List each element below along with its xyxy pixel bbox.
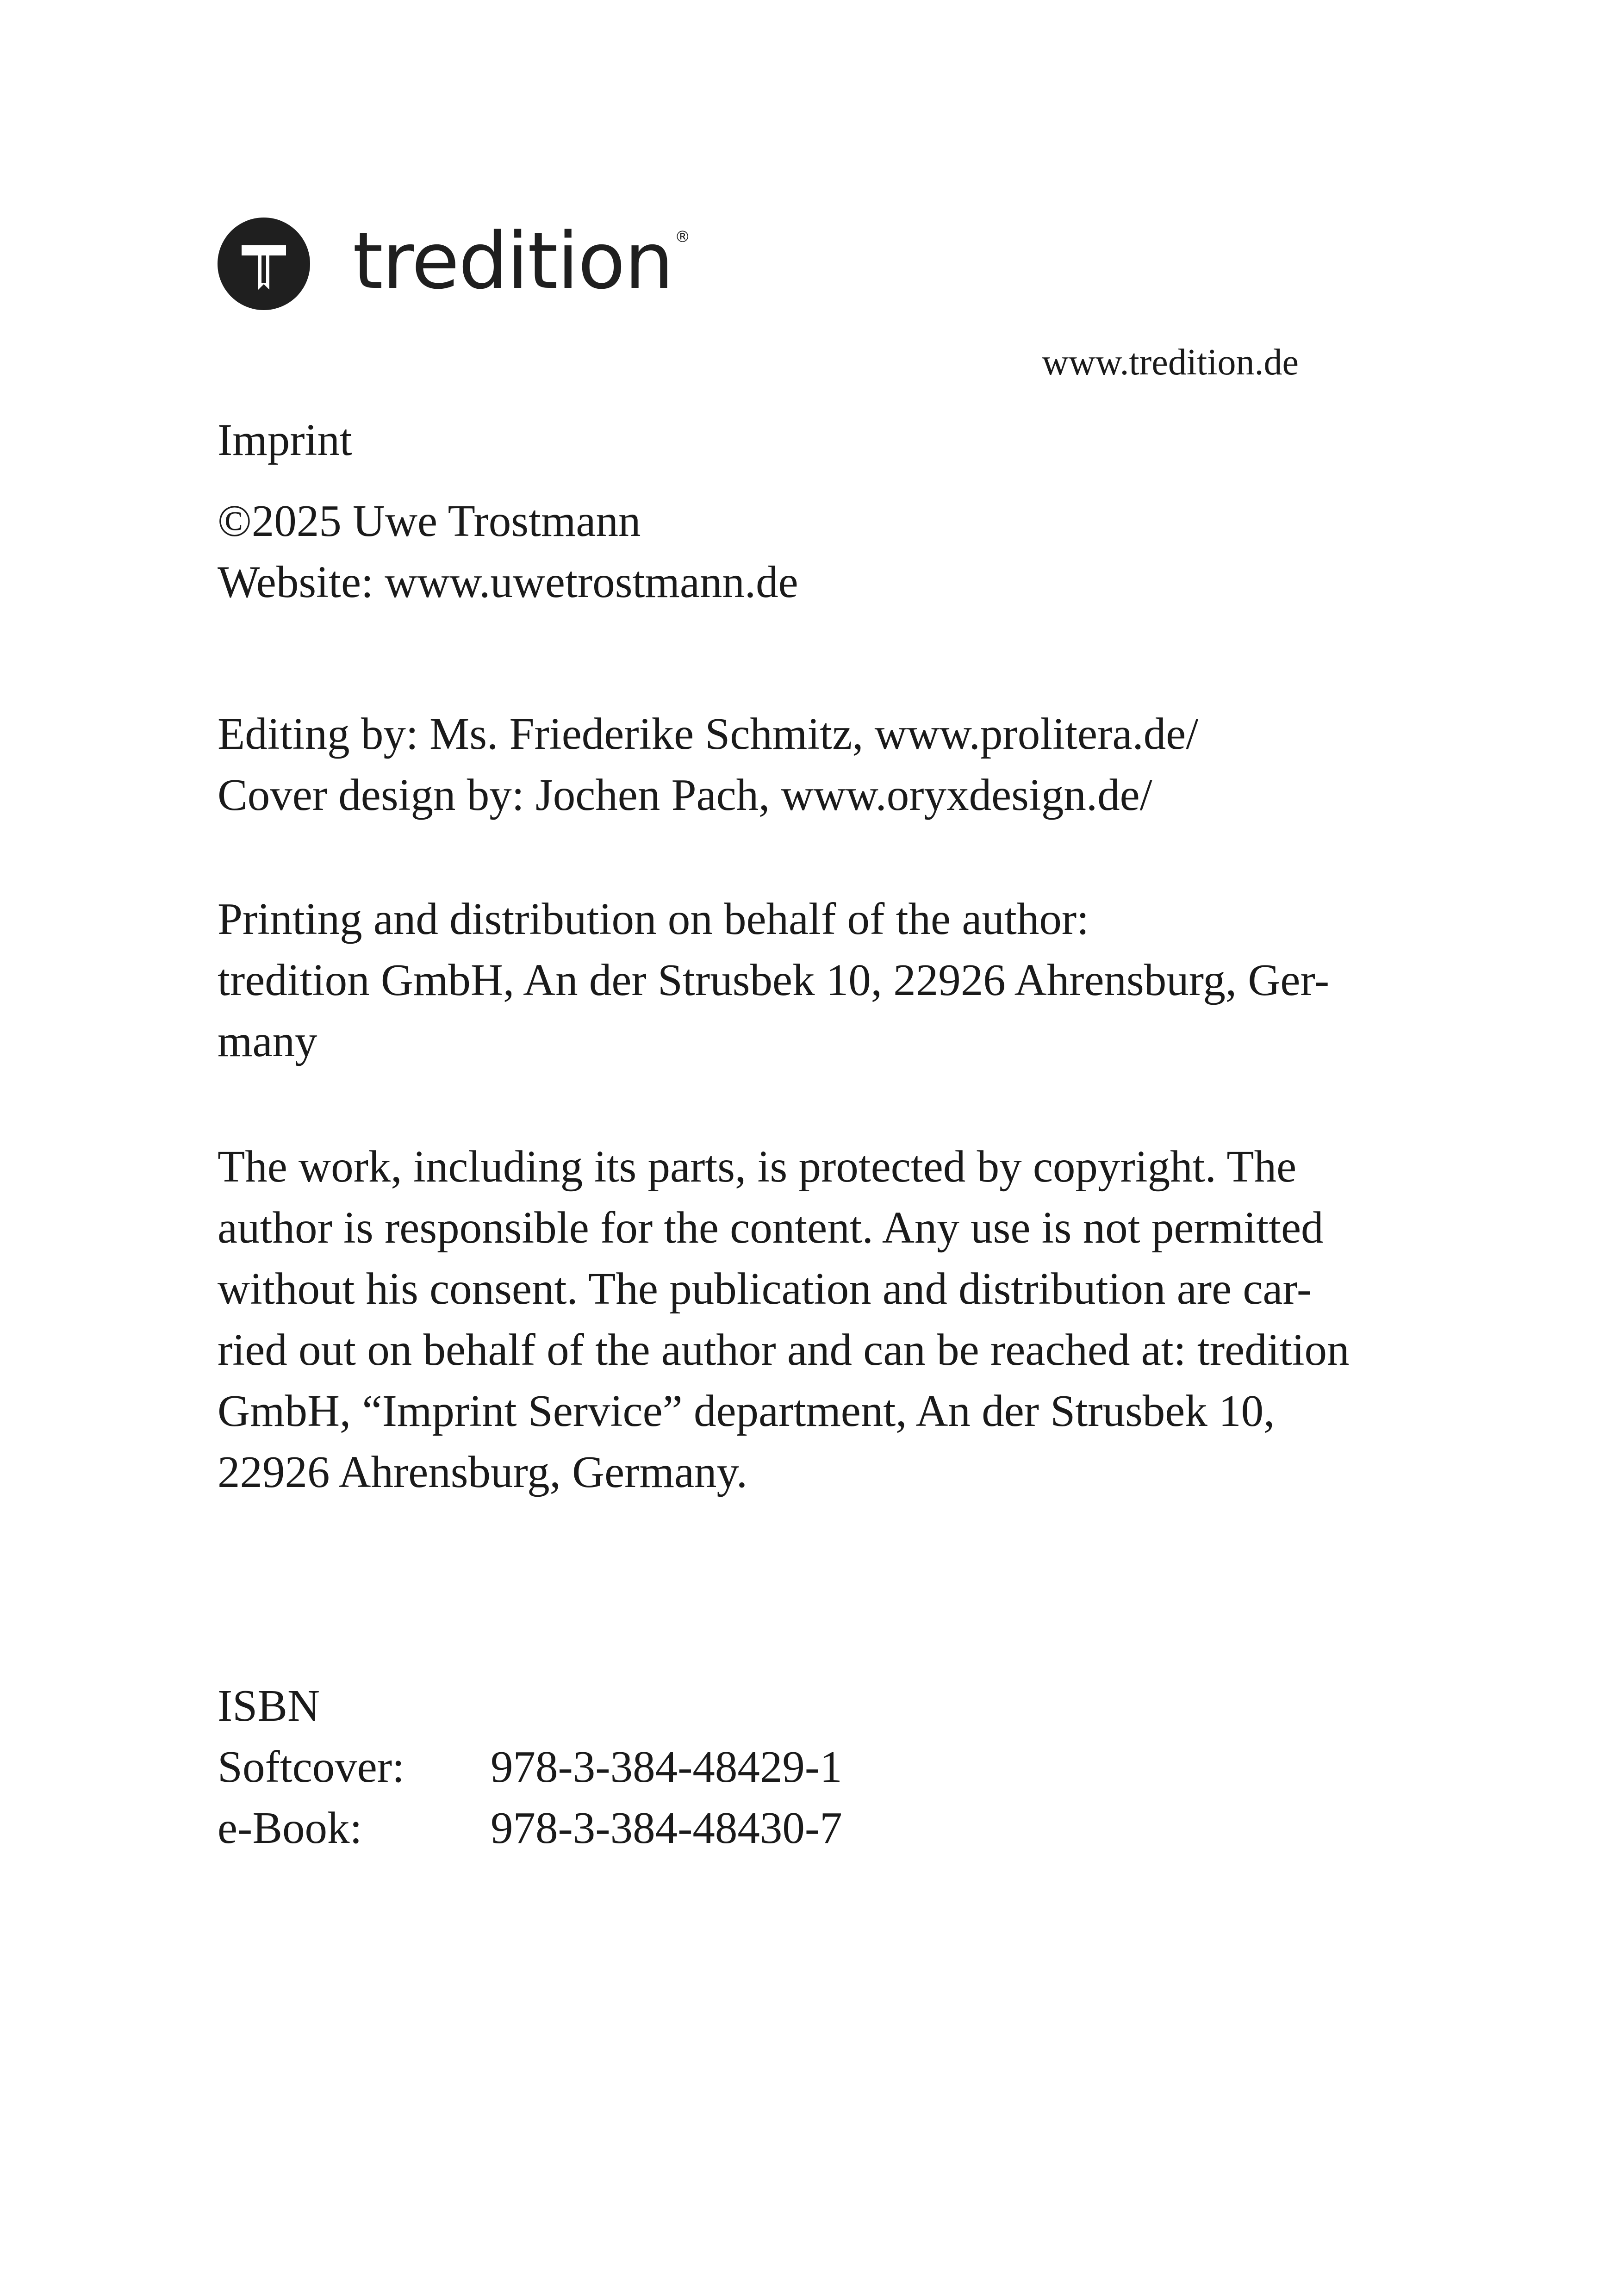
copyright-block [218,491,798,613]
credits-block [218,703,1198,826]
printing-line: Printing and distribution on behalf of the author: [218,894,1089,944]
legal-line: 22926 Ahrensburg, Germany. [218,1447,747,1497]
legal-line: without his consent. The publication and distribution are car- [218,1264,1312,1313]
isbn-softcover-row [218,1736,842,1798]
tredition-logo-mark-icon [218,218,310,310]
printing-line: many [218,1016,317,1066]
softcover-isbn: 978-3-384-48429-1 [491,1742,842,1792]
ebook-label: e-Book: [218,1803,362,1853]
softcover-label: Softcover: [218,1742,405,1792]
publisher-website: www.tredition.de [1042,342,1299,383]
isbn-heading: ISBN [218,1681,320,1730]
ebook-isbn: 978-3-384-48430-7 [491,1803,842,1853]
legal-notice [218,1136,1350,1503]
imprint-title: Imprint [218,415,352,465]
logo-wordmark: tredition [353,216,673,306]
legal-line: GmbH, “Imprint Service” department, An der Strusbek 10, [218,1386,1275,1436]
publisher-logo [218,218,691,310]
isbn-ebook-row [218,1798,842,1859]
printing-line: tredition GmbH, An der Strusbek 10, 22926 Ahrensburg, Ger- [218,955,1330,1005]
editing-credit: Editing by: Ms. Friederike Schmitz, www.prolitera.de/ [218,709,1199,759]
legal-line: ried out on behalf of the author and can be reached at: tredition [218,1325,1350,1375]
cover-design-credit: Cover design by: Jochen Pach, www.oryxdesign.de/ [218,770,1152,820]
copyright-line: ©2025 Uwe Trostmann [218,496,641,546]
registered-mark: ® [674,228,691,246]
isbn-block [218,1675,842,1859]
legal-line: author is responsible for the content. Any use is not permitted [218,1203,1324,1252]
author-website-line: Website: www.uwetrostmann.de [218,557,798,607]
legal-line: The work, including its parts, is protected by copyright. The [218,1142,1297,1191]
printing-block [218,889,1329,1072]
